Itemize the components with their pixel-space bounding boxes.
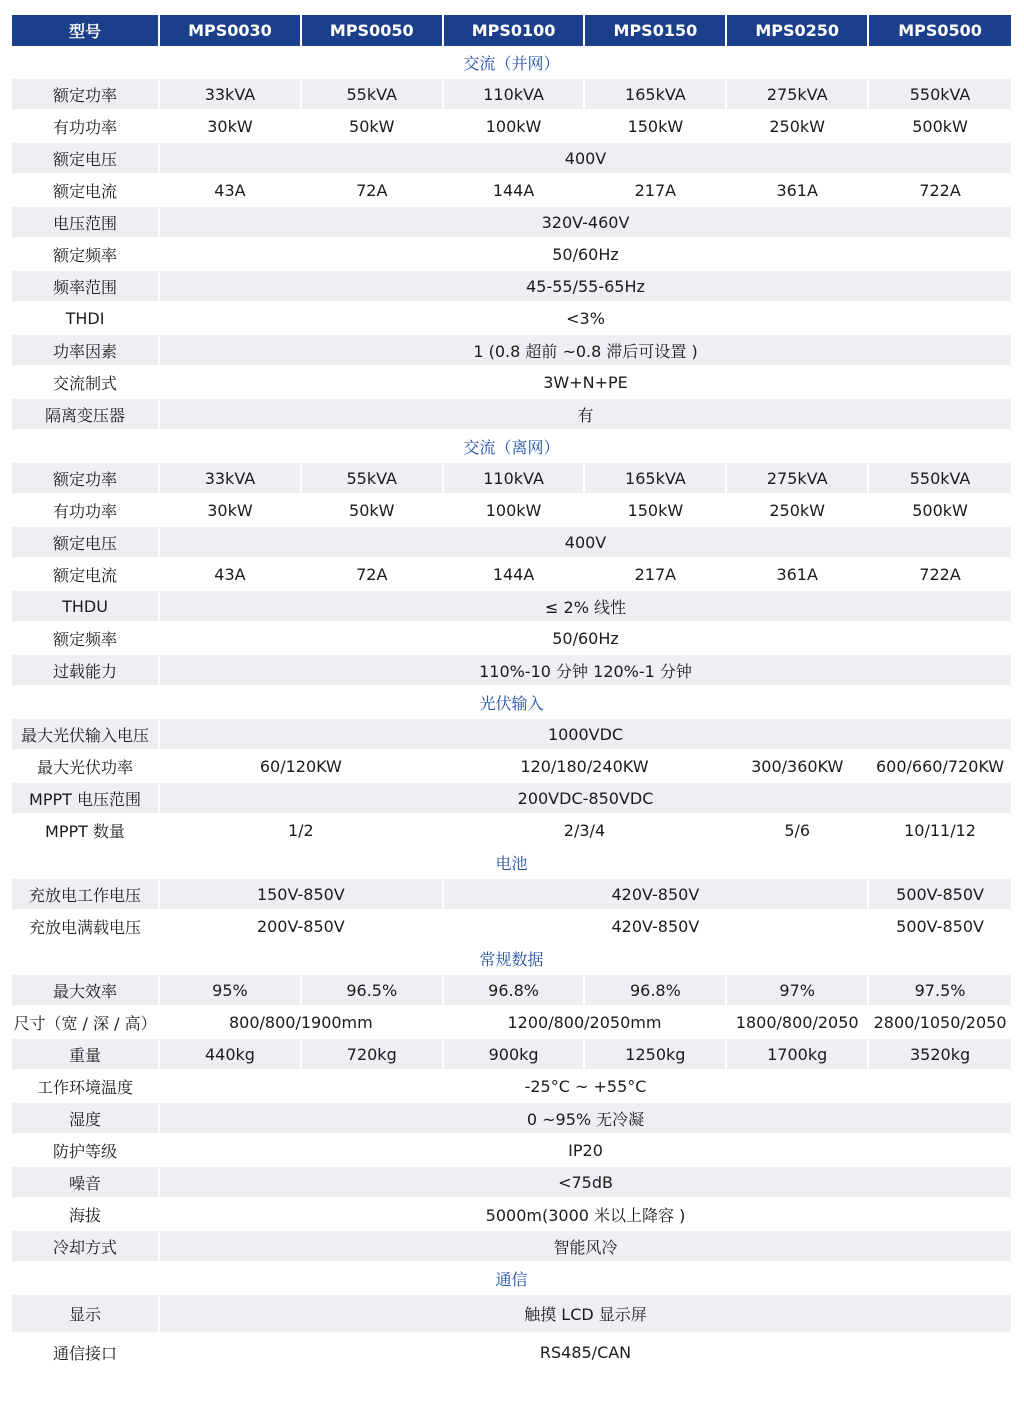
spec-value: 144A [444,558,586,590]
spec-value: 420V-850V [444,878,869,910]
spec-label: 额定电流 [12,174,160,206]
section-title: 交流（并网） [12,46,1011,78]
spec-row [12,142,1011,174]
spec-label: 交流制式 [12,366,160,398]
spec-label: 湿度 [12,1102,160,1134]
spec-row [12,1038,1011,1070]
spec-value: 72A [302,558,444,590]
spec-value: 96.8% [585,974,727,1006]
spec-table [12,15,1011,1372]
spec-value: 361A [727,558,869,590]
spec-table-body [12,15,1011,1372]
spec-label: 隔离变压器 [12,398,160,430]
spec-value: 0 ~95% 无冷凝 [160,1102,1011,1134]
spec-value: 10/11/12 [869,814,1011,846]
spec-value: 96.8% [444,974,586,1006]
spec-row [12,590,1011,622]
spec-label: 频率范围 [12,270,160,302]
spec-row [12,974,1011,1006]
spec-label: 最大效率 [12,974,160,1006]
spec-value: 30kW [160,494,302,526]
section-title: 电池 [12,846,1011,878]
spec-label: 额定频率 [12,238,160,270]
section-title: 通信 [12,1262,1011,1294]
spec-row [12,1006,1011,1038]
spec-value: 500V-850V [869,878,1011,910]
spec-label: 电压范围 [12,206,160,238]
spec-value: 500kW [869,110,1011,142]
spec-label: 充放电工作电压 [12,878,160,910]
spec-value: 1700kg [727,1038,869,1070]
spec-label: 显示 [12,1294,160,1333]
spec-row [12,334,1011,366]
header-model: MPS0250 [727,15,869,46]
spec-value: 900kg [444,1038,586,1070]
spec-value: 800/800/1900mm [160,1006,444,1038]
spec-row [12,494,1011,526]
spec-label: 充放电满载电压 [12,910,160,942]
spec-value: 500V-850V [869,910,1011,942]
spec-value: 1000VDC [160,718,1011,750]
spec-label: 冷却方式 [12,1230,160,1262]
spec-value: 1 (0.8 超前 ~0.8 滞后可设置 ) [160,334,1011,366]
section-header [12,1262,1011,1294]
spec-value: 5/6 [727,814,869,846]
spec-value: 150kW [585,110,727,142]
spec-value: 2/3/4 [444,814,728,846]
header-model: MPS0100 [444,15,586,46]
spec-value: 1250kg [585,1038,727,1070]
spec-value: 60/120KW [160,750,444,782]
spec-row [12,1166,1011,1198]
spec-value: 165kVA [585,78,727,110]
spec-value: 400V [160,526,1011,558]
spec-value: 50kW [302,110,444,142]
spec-value: 420V-850V [444,910,869,942]
header-row [12,15,1011,46]
section-title: 光伏输入 [12,686,1011,718]
spec-label: 有功功率 [12,110,160,142]
spec-row [12,1198,1011,1230]
spec-value: 440kg [160,1038,302,1070]
spec-value: 250kW [727,110,869,142]
spec-value: 3520kg [869,1038,1011,1070]
header-model: MPS0150 [585,15,727,46]
header-model: MPS0500 [869,15,1011,46]
spec-row [12,174,1011,206]
spec-value: 50/60Hz [160,622,1011,654]
section-header [12,686,1011,718]
spec-label: 额定频率 [12,622,160,654]
spec-value: 1200/800/2050mm [444,1006,728,1038]
spec-label: 工作环境温度 [12,1070,160,1102]
spec-row [12,366,1011,398]
spec-row [12,462,1011,494]
spec-value: 33kVA [160,78,302,110]
spec-value: 55kVA [302,462,444,494]
spec-row [12,1294,1011,1333]
spec-row [12,558,1011,590]
spec-value: 150V-850V [160,878,444,910]
spec-row [12,910,1011,942]
spec-value: 217A [585,558,727,590]
spec-row [12,110,1011,142]
spec-row [12,78,1011,110]
spec-value: 722A [869,558,1011,590]
spec-value: 33kVA [160,462,302,494]
spec-row [12,1230,1011,1262]
spec-row [12,1333,1011,1372]
spec-value: 100kW [444,494,586,526]
spec-value: 有 [160,398,1011,430]
spec-value: ≤ 2% 线性 [160,590,1011,622]
spec-value: IP20 [160,1134,1011,1166]
spec-value: <75dB [160,1166,1011,1198]
spec-label: 尺寸（宽 / 深 / 高） [12,1006,160,1038]
spec-value: 275kVA [727,78,869,110]
spec-label: 通信接口 [12,1333,160,1372]
spec-label: 噪音 [12,1166,160,1198]
section-header [12,430,1011,462]
spec-value: 触摸 LCD 显示屏 [160,1294,1011,1333]
spec-label: 最大光伏输入电压 [12,718,160,750]
spec-value: 72A [302,174,444,206]
spec-value: 智能风冷 [160,1230,1011,1262]
spec-row [12,878,1011,910]
spec-value: 200V-850V [160,910,444,942]
spec-value: 250kW [727,494,869,526]
spec-value: 110%-10 分钟 120%-1 分钟 [160,654,1011,686]
spec-row [12,238,1011,270]
spec-value: -25°C ~ +55°C [160,1070,1011,1102]
spec-label: MPPT 电压范围 [12,782,160,814]
section-title: 常规数据 [12,942,1011,974]
spec-value: 55kVA [302,78,444,110]
spec-value: 500kW [869,494,1011,526]
spec-row [12,1102,1011,1134]
spec-value: 2800/1050/2050 [869,1006,1011,1038]
spec-value: 722A [869,174,1011,206]
spec-label: 过载能力 [12,654,160,686]
spec-value: 120/180/240KW [444,750,728,782]
header-model: MPS0030 [160,15,302,46]
spec-value: 217A [585,174,727,206]
spec-value: 43A [160,558,302,590]
spec-value: 320V-460V [160,206,1011,238]
spec-row [12,782,1011,814]
section-title: 交流（离网） [12,430,1011,462]
spec-value: 95% [160,974,302,1006]
spec-row [12,718,1011,750]
spec-row [12,750,1011,782]
header-label: 型号 [12,15,160,46]
spec-value: 100kW [444,110,586,142]
spec-label: MPPT 数量 [12,814,160,846]
spec-row [12,206,1011,238]
spec-value: 165kVA [585,462,727,494]
spec-value: 600/660/720KW [869,750,1011,782]
spec-row [12,398,1011,430]
spec-value: 5000m(3000 米以上降容 ) [160,1198,1011,1230]
spec-label: 额定电压 [12,526,160,558]
spec-value: 110kVA [444,462,586,494]
spec-value: 97% [727,974,869,1006]
spec-label: 额定电流 [12,558,160,590]
spec-label: THDI [12,302,160,334]
spec-value: 97.5% [869,974,1011,1006]
section-header [12,846,1011,878]
spec-row [12,526,1011,558]
spec-value: 30kW [160,110,302,142]
spec-label: 额定电压 [12,142,160,174]
spec-label: 有功功率 [12,494,160,526]
spec-value: 300/360KW [727,750,869,782]
spec-value: 45-55/55-65Hz [160,270,1011,302]
spec-value: 50kW [302,494,444,526]
spec-label: THDU [12,590,160,622]
spec-label: 最大光伏功率 [12,750,160,782]
spec-value: 50/60Hz [160,238,1011,270]
section-header [12,46,1011,78]
spec-row [12,270,1011,302]
spec-row [12,302,1011,334]
spec-row [12,654,1011,686]
spec-row [12,1070,1011,1102]
spec-value: 720kg [302,1038,444,1070]
spec-value: 550kVA [869,78,1011,110]
spec-label: 海拔 [12,1198,160,1230]
spec-row [12,622,1011,654]
spec-value: 275kVA [727,462,869,494]
spec-value: 144A [444,174,586,206]
spec-row [12,814,1011,846]
spec-label: 额定功率 [12,78,160,110]
spec-value: 110kVA [444,78,586,110]
spec-label: 防护等级 [12,1134,160,1166]
spec-value: 3W+N+PE [160,366,1011,398]
spec-value: 361A [727,174,869,206]
spec-value: RS485/CAN [160,1333,1011,1372]
header-model: MPS0050 [302,15,444,46]
spec-row [12,1134,1011,1166]
spec-label: 重量 [12,1038,160,1070]
spec-value: 96.5% [302,974,444,1006]
spec-value: 200VDC-850VDC [160,782,1011,814]
section-header [12,942,1011,974]
spec-value: <3% [160,302,1011,334]
spec-label: 额定功率 [12,462,160,494]
spec-value: 150kW [585,494,727,526]
spec-label: 功率因素 [12,334,160,366]
spec-value: 400V [160,142,1011,174]
spec-value: 43A [160,174,302,206]
spec-value: 550kVA [869,462,1011,494]
spec-value: 1800/800/2050 [727,1006,869,1038]
spec-value: 1/2 [160,814,444,846]
